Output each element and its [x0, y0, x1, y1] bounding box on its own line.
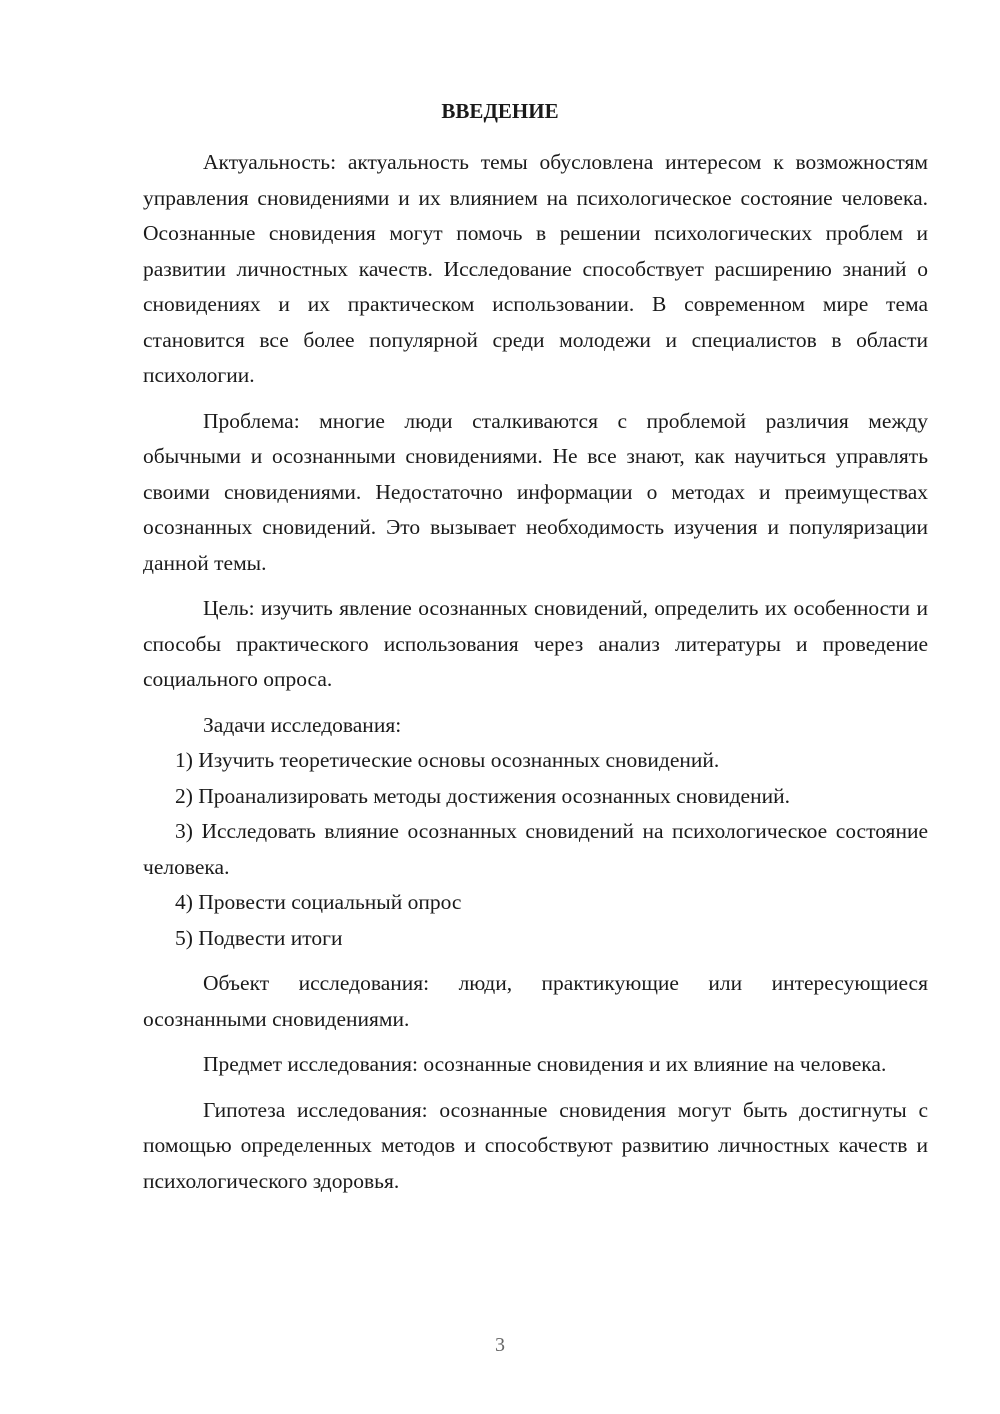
task-item-1: 1) Изучить теоретические основы осознанных сновидений.: [175, 748, 720, 772]
task-item-3: 3) Исследовать влияние осознанных сновидений на психологическое состояние человека.: [143, 819, 928, 879]
paragraph-subject: Предмет исследования: осознанные сновидения и их влияние на человека.: [203, 1052, 887, 1076]
page-number: 3: [495, 1334, 505, 1356]
paragraph-relevance: Актуальность: актуальность темы обусловлена интересом к возможностям управления сновидениями и их влиянием на психологическое состояние человека. Осознанные сновидения могут помочь в решении психологических проблем и развитии личностных качеств. Исследование способствует расширению знаний о сновидениях и их практическом использовании. В современном мире тема становится все более популярной среди молодежи и специалистов в области психологии.: [143, 150, 928, 387]
paragraph-object: Объект исследования: люди, практикующие или интересующиеся осознанными сновидениями.: [143, 971, 928, 1031]
paragraph-goal: Цель: изучить явление осознанных сновидений, определить их особенности и способы практического использования через анализ литературы и проведение социального опроса.: [143, 596, 928, 691]
paragraph-tasks-heading: Задачи исследования:: [203, 712, 402, 737]
paragraph-hypothesis: Гипотеза исследования: осознанные сновидения могут быть достигнуты с помощью определенных методов и способствуют развитию личностных качеств и психологического здоровья.: [143, 1097, 928, 1193]
document-body: [143, 145, 928, 1199]
paragraph-problem: Проблема: многие люди сталкиваются с проблемой различия между обычными и осознанными сновидениями. Не все знают, как научиться управлять своими сновидениями. Недостаточно информации о методах и преимуществах осознанных сновидений. Это вызывает необходимость изучения и популяризации данной темы.: [143, 408, 928, 575]
task-item-4: 4) Провести социальный опрос: [175, 890, 462, 914]
task-item-2: 2) Проанализировать методы достижения осознанных сновидений.: [175, 783, 790, 808]
task-item-5: 5) Подвести итоги: [175, 925, 343, 950]
page-title: ВВЕДЕНИЕ: [441, 99, 559, 123]
